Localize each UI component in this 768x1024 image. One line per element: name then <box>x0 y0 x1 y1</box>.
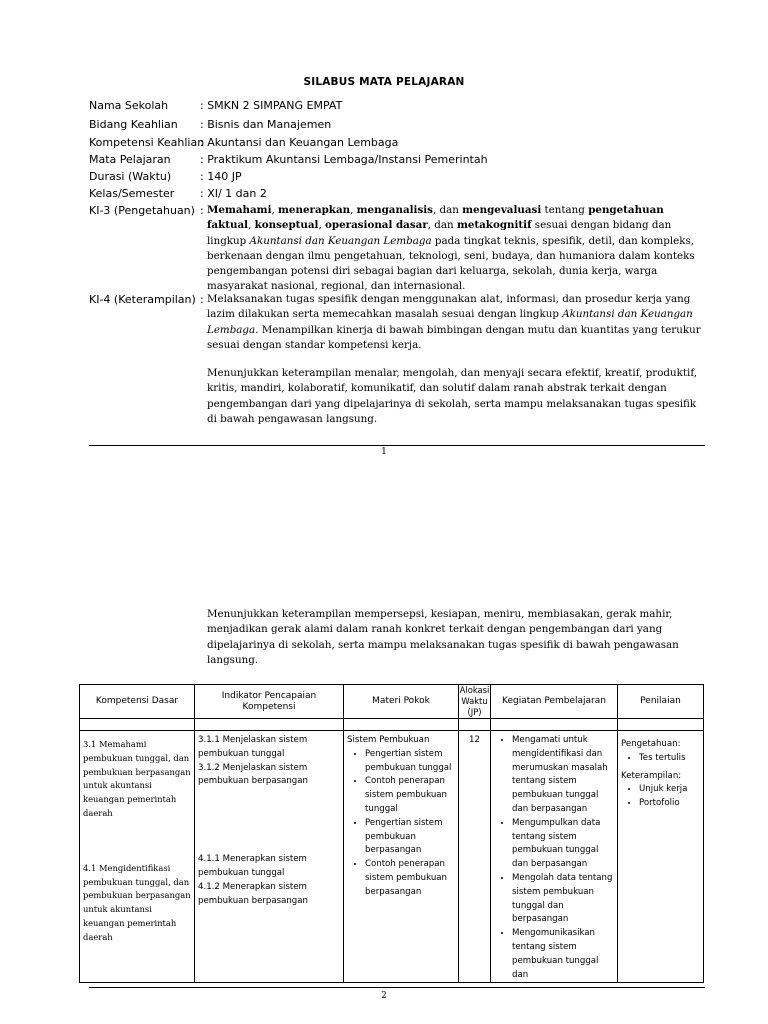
page-divider <box>89 987 705 988</box>
list-item: • Mengomunikasikan tentang sistem pembukuan tunggal dan <box>512 927 614 982</box>
page-number: 1 <box>381 447 387 457</box>
ki3-sep: , <box>271 204 279 216</box>
ki3-sep: , <box>350 204 357 216</box>
ki3-text <box>207 203 707 295</box>
table-header-row <box>80 685 704 719</box>
list-item: • Portofolio <box>639 797 700 811</box>
spacer-cell <box>195 719 344 731</box>
identity-label: Kompetensi Keahlian <box>89 136 205 149</box>
indikator-item: 4.1.1 Menerapkan sistem pembukuan tunggal <box>198 854 307 878</box>
page-divider <box>89 445 705 446</box>
list-item: • Pengertian sistem pembukuan berpasangan <box>365 817 455 858</box>
penilaian-keterampilan-label: Keterampilan: <box>621 770 682 781</box>
identity-label: Kelas/Semester <box>89 187 175 200</box>
penilaian-cell <box>618 731 704 983</box>
kegiatan-cell <box>491 731 618 983</box>
identity-value: : XI/ 1 dan 2 <box>200 187 267 200</box>
indikator-item: 4.1.2 Menerapkan sistem pembukuan berpasangan <box>198 881 308 906</box>
list-item: • Mengumpulkan data tentang sistem pembukuan tunggal dan berpasangan <box>512 817 614 872</box>
header-penilaian: Penilaian <box>618 685 704 719</box>
spacer-cell <box>491 719 618 731</box>
ki3-rest: pada tingkat teknis, spesifik, detil, dan kompleks, berkenaan dengan ilmu pengetahuan, teknologi, seni, budaya, dan humaniora dalam konteks pengembangan potensi diri sebagai bagian dari keluarga, sekolah, dunia kerja, warga masyarakat nasional, regional, dan internasional. <box>207 234 695 293</box>
identity-value: : Praktikum Akuntansi Lembaga/Instansi Pemerintah <box>200 153 488 166</box>
header-materi-pokok: Materi Pokok <box>344 685 459 719</box>
ki4-label: KI-4 (Keterampilan) <box>89 293 196 306</box>
spacer-cell <box>80 719 195 731</box>
page-number: 2 <box>381 991 387 1001</box>
ki3-keyword: konseptual <box>254 219 319 232</box>
ki3-keyword: pengetahuan faktual <box>207 204 664 232</box>
list-item: • Mengolah data tentang sistem pembukuan tunggal dan berpasangan <box>512 872 614 927</box>
list-item: • Contoh penerapan sistem pembukuan berpasangan <box>365 858 455 899</box>
ki3-sep: tentang <box>541 204 589 216</box>
materi-cell <box>344 731 459 983</box>
table-spacer-row <box>80 719 704 731</box>
spacer-cell <box>344 719 459 731</box>
ki3-keyword: mengevaluasi <box>462 204 542 216</box>
ki3-keyword: operasional dasar <box>325 219 428 232</box>
ki4-text <box>207 292 707 353</box>
ki3-sep: sesuai dengan bidang dan lingkup <box>207 219 672 247</box>
ki3-sep: , <box>318 219 326 232</box>
penilaian-keterampilan-list <box>621 783 700 811</box>
identity-value: : SMKN 2 SIMPANG EMPAT <box>200 99 343 112</box>
kd-item: 4.1 Mengidentifikasi pembukuan tunggal, dan pembukuan berpasangan untuk akuntansi keuangan pemerintah daerah <box>83 862 191 942</box>
kd-item: 3.1 Memahami pembukuan tunggal, dan pembukuan berpasangan untuk akuntansi keuangan pemerintah daerah <box>83 739 191 818</box>
spacer-cell <box>459 719 491 731</box>
identity-value: : Akuntansi dan Keuangan Lembaga <box>200 136 399 149</box>
indikator-cell <box>195 731 344 983</box>
ki3-sep: , dan <box>427 219 457 232</box>
kegiatan-list <box>494 734 614 982</box>
ki3-keyword: menganalisis <box>356 204 433 216</box>
ki3-colon: : <box>200 204 204 217</box>
list-item: • Tes tertulis <box>639 752 700 766</box>
identity-value: : 140 JP <box>200 170 242 183</box>
ki4-italic: Akuntansi dan Keuangan Lembaga. <box>207 308 693 336</box>
ki4-text-part: Melaksanakan tugas spesifik dengan menggunakan alat, informasi, dan prosedur kerja yang lazim dilakukan serta memecahkan masalah sesuai dengan lingkup <box>207 293 691 321</box>
ki3-keyword: metakognitif <box>456 219 532 232</box>
ki3-italic: Akuntansi dan Keuangan Lembaga <box>249 234 432 247</box>
spacer-cell <box>618 719 704 731</box>
identity-label: Nama Sekolah <box>89 99 169 112</box>
list-item: • Unjuk kerja <box>639 783 700 797</box>
materi-title: Sistem Pembukuan <box>347 735 430 745</box>
ki3-keyword: Memahami <box>207 204 272 216</box>
list-item: • Mengamati untuk mengidentifikasi dan merumuskan masalah tentang sistem pembukuan tunggal dan berpasangan <box>512 734 614 817</box>
identity-label: Durasi (Waktu) <box>89 170 172 183</box>
header-kompetensi-dasar: Kompetensi Dasar <box>80 685 195 719</box>
penilaian-pengetahuan-list <box>621 752 700 766</box>
ki3-sep: , <box>248 219 255 232</box>
ki4-paragraph-2: Menunjukkan keterampilan menalar, mengolah, dan menyaji secara efektif, kreatif, produktif, kritis, mandiri, kolaboratif, komunikatif, dan solutif dalam ranah abstrak terkait dengan pengembangan dari yang dipelajarinya di sekolah, serta mampu melaksanakan tugas spesifik di bawah pengawasan langsung. <box>207 367 698 425</box>
indikator-item: 3.1.1 Menjelaskan sistem pembukuan tunggal <box>198 735 308 759</box>
indikator-group <box>198 853 340 908</box>
ki4-colon: : <box>200 293 204 306</box>
materi-list <box>347 748 455 900</box>
list-item: • Pengertian sistem pembukuan tunggal <box>365 748 455 776</box>
document-title: SILABUS MATA PELAJARAN <box>303 76 465 88</box>
alokasi-cell: 12 <box>459 731 491 983</box>
kd-cell <box>80 731 195 983</box>
ki4-text-part: Menampilkan kinerja di bawah bimbingan dengan mutu dan kuantitas yang terukur sesuai dengan standar kompetensi kerja. <box>207 323 701 351</box>
ki3-label: KI-3 (Pengetahuan) <box>89 204 195 217</box>
list-item: • Contoh penerapan sistem pembukuan tunggal <box>365 775 455 816</box>
penilaian-pengetahuan-label: Pengetahuan: <box>621 739 681 749</box>
table-row <box>80 731 704 983</box>
indikator-item: 3.1.2 Menjelaskan sistem pembukuan berpasangan <box>198 762 308 787</box>
identity-label: Bidang Keahlian <box>89 118 178 131</box>
header-alokasi-waktu: Alokasi Waktu (JP) <box>459 685 490 717</box>
header-indikator: Indikator Pencapaian Kompetensi <box>195 685 344 719</box>
ki4-paragraph-3: Menunjukkan keterampilan mempersepsi, kesiapan, meniru, membiasakan, gerak mahir, menjadikan gerak alami dalam ranah konkret terkait dengan pengembangan dari yang dipelajarinya di sekolah, serta mampu melaksanakan tugas spesifik di bawah pengawasan langsung. <box>207 608 679 666</box>
ki3-keyword: menerapkan <box>278 204 351 216</box>
header-kegiatan: Kegiatan Pembelajaran <box>491 685 618 719</box>
ki3-sep: , dan <box>432 204 463 216</box>
identity-value: : Bisnis dan Manajemen <box>200 118 332 131</box>
identity-label: Mata Pelajaran <box>89 153 171 166</box>
syllabus-table <box>79 684 704 983</box>
indikator-group <box>198 734 340 789</box>
